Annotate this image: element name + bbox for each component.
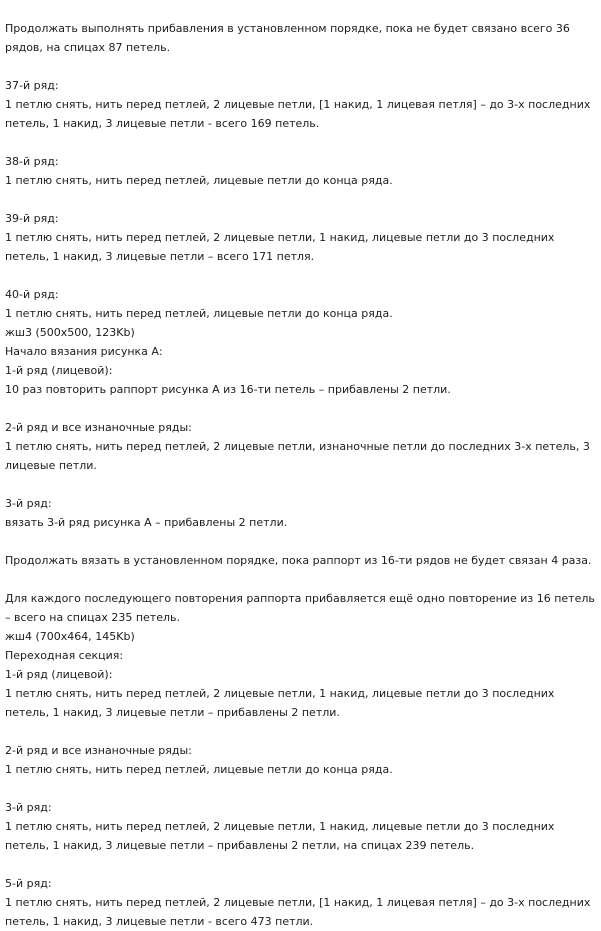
text-block	[5, 874, 595, 931]
blank-line	[5, 190, 595, 209]
text-line: 40-й ряд:	[5, 288, 59, 301]
text-line: жш4 (700x464, 145Kb)	[5, 630, 135, 643]
text-block	[5, 152, 595, 190]
text-line: Продолжать вязать в установленном порядке, пока раппорт из 16-ти рядов не будет связан 4 раза.	[5, 554, 592, 567]
text-block	[5, 418, 595, 475]
text-line: рядов, на спицах 87 петель.	[5, 41, 171, 54]
text-line: 1 петлю снять, нить перед петлей, лицевые петли до конца ряда.	[5, 174, 393, 187]
text-line: 1 петлю снять, нить перед петлей, 2 лицевые петли, 1 накид, лицевые петли до 3 последних	[5, 231, 555, 244]
text-line: 1-й ряд (лицевой):	[5, 364, 113, 377]
text-block	[5, 589, 595, 722]
text-line: 2-й ряд и все изнаночные ряды:	[5, 744, 192, 757]
text-line: 10 раз повторить раппорт рисунка А из 16-ти петель – прибавлены 2 петли.	[5, 383, 451, 396]
text-block	[5, 76, 595, 133]
text-line: 5-й ряд:	[5, 877, 52, 890]
blank-line	[5, 475, 595, 494]
text-line: 1 петлю снять, нить перед петлей, 2 лицевые петли, изнаночные петли до последних 3-х петель, 3	[5, 440, 590, 453]
blank-line	[5, 855, 595, 874]
text-line: 1 петлю снять, нить перед петлей, лицевые петли до конца ряда.	[5, 763, 393, 776]
text-line: Начало вязания рисунка А:	[5, 345, 163, 358]
text-block	[5, 551, 595, 570]
text-block	[5, 494, 595, 532]
blank-line	[5, 532, 595, 551]
text-block	[5, 285, 595, 399]
text-line: 3-й ряд:	[5, 801, 52, 814]
text-line: 38-й ряд:	[5, 155, 59, 168]
text-line: петель, 1 накид, 3 лицевые петли – всего 171 петля.	[5, 250, 315, 263]
blank-line	[5, 570, 595, 589]
text-line: 1-й ряд (лицевой):	[5, 668, 113, 681]
text-line: жш3 (500x500, 123Kb)	[5, 326, 135, 339]
text-line: петель, 1 накид, 3 лицевые петли – прибавлены 2 петли.	[5, 706, 340, 719]
text-line: 37-й ряд:	[5, 79, 59, 92]
text-line: петель, 1 накид, 3 лицевые петли - всего 473 петли.	[5, 915, 314, 928]
blank-line	[5, 779, 595, 798]
text-line: 1 петлю снять, нить перед петлей, 2 лицевые петли, 1 накид, лицевые петли до 3 последних	[5, 820, 555, 833]
knitting-instructions	[5, 19, 595, 931]
text-line: Продолжать выполнять прибавления в установленном порядке, пока не будет связано всего 36	[5, 22, 570, 35]
text-line: петель, 1 накид, 3 лицевые петли – прибавлены 2 петли, на спицах 239 петель.	[5, 839, 475, 852]
text-line: – всего на спицах 235 петель.	[5, 611, 180, 624]
text-line: Для каждого последующего повторения раппорта прибавляется ещё одно повторение из 16 петель	[5, 592, 595, 605]
text-block	[5, 741, 595, 779]
blank-line	[5, 266, 595, 285]
text-block	[5, 798, 595, 855]
blank-line	[5, 722, 595, 741]
text-line: 1 петлю снять, нить перед петлей, лицевые петли до конца ряда.	[5, 307, 393, 320]
text-line: 3-й ряд:	[5, 497, 52, 510]
text-line: 1 петлю снять, нить перед петлей, 2 лицевые петли, [1 накид, 1 лицевая петля] – до 3-х последних	[5, 896, 591, 909]
text-line: 39-й ряд:	[5, 212, 59, 225]
blank-line	[5, 57, 595, 76]
text-line: 2-й ряд и все изнаночные ряды:	[5, 421, 192, 434]
text-line: 1 петлю снять, нить перед петлей, 2 лицевые петли, 1 накид, лицевые петли до 3 последних	[5, 687, 555, 700]
text-line: петель, 1 накид, 3 лицевые петли - всего 169 петель.	[5, 117, 320, 130]
text-line: лицевые петли.	[5, 459, 97, 472]
blank-line	[5, 133, 595, 152]
text-block	[5, 19, 595, 57]
text-line: вязать 3-й ряд рисунка А – прибавлены 2 петли.	[5, 516, 288, 529]
text-block	[5, 209, 595, 266]
blank-line	[5, 399, 595, 418]
text-line: 1 петлю снять, нить перед петлей, 2 лицевые петли, [1 накид, 1 лицевая петля] – до 3-х последних	[5, 98, 591, 111]
text-line: Переходная секция:	[5, 649, 124, 662]
